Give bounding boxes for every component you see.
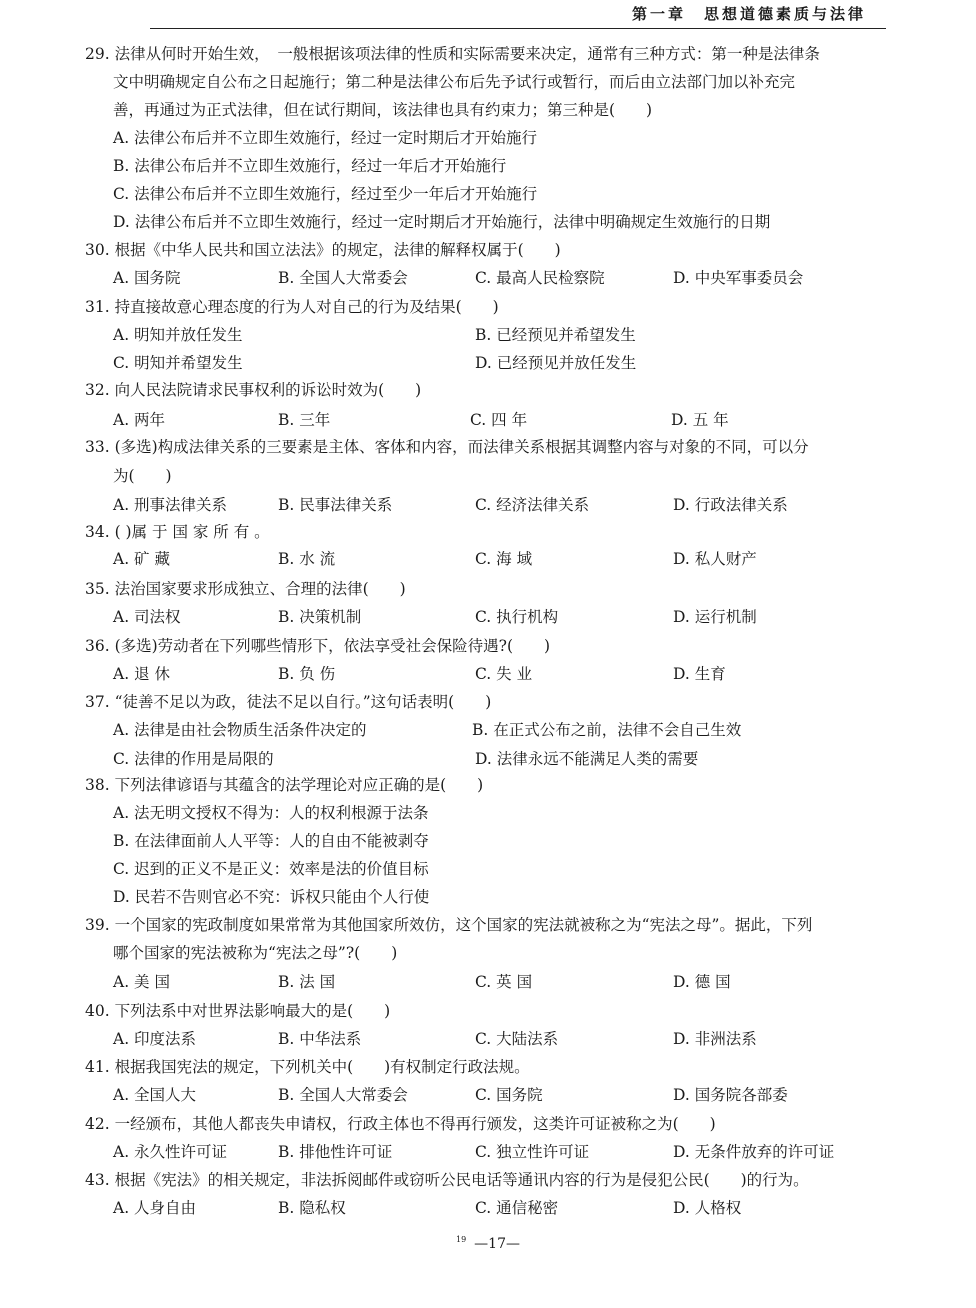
answer-option: A. 明知并放任发生 xyxy=(113,326,243,344)
question-stem: 文中明确规定自公布之日起施行；第二种是法律公布后先予试行或暂行，而后由立法部门加以补充完 xyxy=(113,73,796,91)
answer-option: B. 已经预见并希望发生 xyxy=(475,326,636,344)
answer-option: C. 海 域 xyxy=(475,550,533,568)
answer-option: C. 大陆法系 xyxy=(475,1030,559,1048)
answer-option: B. 三年 xyxy=(278,411,331,429)
answer-option: B. 水 流 xyxy=(278,550,336,568)
answer-option: B. 全国人大常委会 xyxy=(278,1086,408,1104)
answer-option: A. 退 休 xyxy=(113,665,170,683)
question-stem: 30. 根据《中华人民共和国立法法》的规定，法律的解释权属于( ) xyxy=(85,241,561,259)
answer-option: A. 永久性许可证 xyxy=(113,1143,228,1161)
answer-option: C. 法律公布后并不立即生效施行，经过至少一年后才开始施行 xyxy=(113,185,538,203)
answer-option: D. 私人财产 xyxy=(673,550,757,568)
answer-option: D. 生育 xyxy=(673,665,726,683)
answer-option: C. 明知并希望发生 xyxy=(113,354,243,372)
answer-option: B. 负 伤 xyxy=(278,665,336,683)
question-stem: 40. 下列法系中对世界法影响最大的是( ) xyxy=(85,1002,391,1020)
answer-option: D. 运行机制 xyxy=(673,608,757,626)
answer-option: A. 法律是由社会物质生活条件决定的 xyxy=(113,721,367,739)
answer-option: B. 决策机制 xyxy=(278,608,362,626)
answer-option: B. 中华法系 xyxy=(278,1030,362,1048)
answer-option: A. 两年 xyxy=(113,411,166,429)
question-stem: 36. (多选)劳动者在下列哪些情形下，依法享受社会保险待遇?( ) xyxy=(85,637,551,655)
answer-option: B. 法律公布后并不立即生效施行，经过一年后才开始施行 xyxy=(113,157,507,175)
question-stem: 33. (多选)构成法律关系的三要素是主体、客体和内容，而法律关系根据其调整内容与对象的不同，可以分 xyxy=(85,438,809,456)
answer-option: C. 法律的作用是局限的 xyxy=(113,750,274,768)
answer-option: C. 四 年 xyxy=(470,411,528,429)
question-stem: 35. 法治国家要求形成独立、合理的法律( ) xyxy=(85,580,406,598)
answer-option: C. 独立性许可证 xyxy=(475,1143,590,1161)
answer-option: D. 人格权 xyxy=(673,1199,742,1217)
question-stem: 32. 向人民法院请求民事权利的诉讼时效为( ) xyxy=(85,381,422,399)
answer-option: A. 矿 藏 xyxy=(113,550,170,568)
question-stem: 43. 根据《宪法》的相关规定，非法拆阅邮件或窃听公民电话等通讯内容的行为是侵犯公民( )的行为。 xyxy=(85,1171,809,1189)
answer-option: D. 行政法律关系 xyxy=(673,496,788,514)
answer-option: D. 中央军事委员会 xyxy=(673,269,804,287)
answer-option: A. 印度法系 xyxy=(113,1030,197,1048)
question-stem: 39. 一个国家的宪政制度如果常常为其他国家所效仿，这个国家的宪法就被称之为“宪法之母”。据此，下列 xyxy=(85,916,813,934)
answer-option: D. 已经预见并放任发生 xyxy=(475,354,637,372)
answer-option: D. 五 年 xyxy=(671,411,729,429)
answer-option: B. 在正式公布之前，法律不会自己生效 xyxy=(472,721,742,739)
answer-option: B. 全国人大常委会 xyxy=(278,269,408,287)
answer-option: D. 非洲法系 xyxy=(673,1030,757,1048)
answer-option: B. 法 国 xyxy=(278,973,336,991)
answer-option: C. 经济法律关系 xyxy=(475,496,590,514)
answer-option: B. 民事法律关系 xyxy=(278,496,393,514)
answer-option: C. 最高人民检察院 xyxy=(475,269,605,287)
answer-option: A. 法律公布后并不立即生效施行，经过一定时期后才开始施行 xyxy=(113,129,538,147)
question-stem: 41. 根据我国宪法的规定，下列机关中( )有权制定行政法规。 xyxy=(85,1058,530,1076)
answer-option: A. 法无明文授权不得为：人的权利根源于法条 xyxy=(113,804,429,822)
page-footer xyxy=(0,1235,976,1252)
answer-option: D. 民若不告则官必不究：诉权只能由个人行使 xyxy=(113,888,430,906)
answer-option: C. 国务院 xyxy=(475,1086,543,1104)
answer-option: D. 无条件放弃的许可证 xyxy=(673,1143,835,1161)
question-stem: 29. 法律从何时开始生效， 一般根据该项法律的性质和实际需要来决定，通常有三种方式：第一种是法律条 xyxy=(85,45,820,63)
answer-option: C. 通信秘密 xyxy=(475,1199,559,1217)
footer-small-number: 19 xyxy=(455,1235,467,1244)
answer-option: C. 迟到的正义不是正义：效率是法的价值目标 xyxy=(113,860,429,878)
answer-option: C. 失 业 xyxy=(475,665,533,683)
answer-option: C. 英 国 xyxy=(475,973,533,991)
question-stem: 37. “徒善不足以为政，徒法不足以自行。”这句话表明( ) xyxy=(85,693,492,711)
answer-option: A. 刑事法律关系 xyxy=(113,496,228,514)
answer-option: A. 全国人大 xyxy=(113,1086,197,1104)
answer-option: A. 美 国 xyxy=(113,973,170,991)
answer-option: A. 司法权 xyxy=(113,608,181,626)
header-rule xyxy=(150,28,886,29)
chapter-title: 第一章 思想道德素质与法律 xyxy=(631,5,866,23)
question-stem: 为( ) xyxy=(113,467,172,485)
answer-option: D. 法律永远不能满足人类的需要 xyxy=(475,750,699,768)
answer-option: B. 在法律面前人人平等：人的自由不能被剥夺 xyxy=(113,832,429,850)
answer-option: D. 德 国 xyxy=(673,973,731,991)
page-number: —17— xyxy=(474,1236,520,1252)
question-stem: 31. 持直接故意心理态度的行为人对自己的行为及结果( ) xyxy=(85,298,499,316)
question-stem: 34. ( )属 于 国 家 所 有 。 xyxy=(85,523,270,541)
answer-option: D. 国务院各部委 xyxy=(673,1086,788,1104)
answer-option: B. 排他性许可证 xyxy=(278,1143,393,1161)
answer-option: D. 法律公布后并不立即生效施行，经过一定时期后才开始施行，法律中明确规定生效施行的日期 xyxy=(113,213,771,231)
answer-option: C. 执行机构 xyxy=(475,608,559,626)
question-stem: 38. 下列法律谚语与其蕴含的法学理论对应正确的是( ) xyxy=(85,776,484,794)
question-stem: 哪个国家的宪法被称为“宪法之母”?( ) xyxy=(113,944,398,962)
answer-option: B. 隐私权 xyxy=(278,1199,346,1217)
answer-option: A. 人身自由 xyxy=(113,1199,197,1217)
question-stem: 42. 一经颁布，其他人都丧失申请权，行政主体也不得再行颁发，这类许可证被称之为( ) xyxy=(85,1115,716,1133)
answer-option: A. 国务院 xyxy=(113,269,181,287)
question-stem: 善，再通过为正式法律，但在试行期间，该法律也具有约束力；第三种是( ) xyxy=(113,101,653,119)
